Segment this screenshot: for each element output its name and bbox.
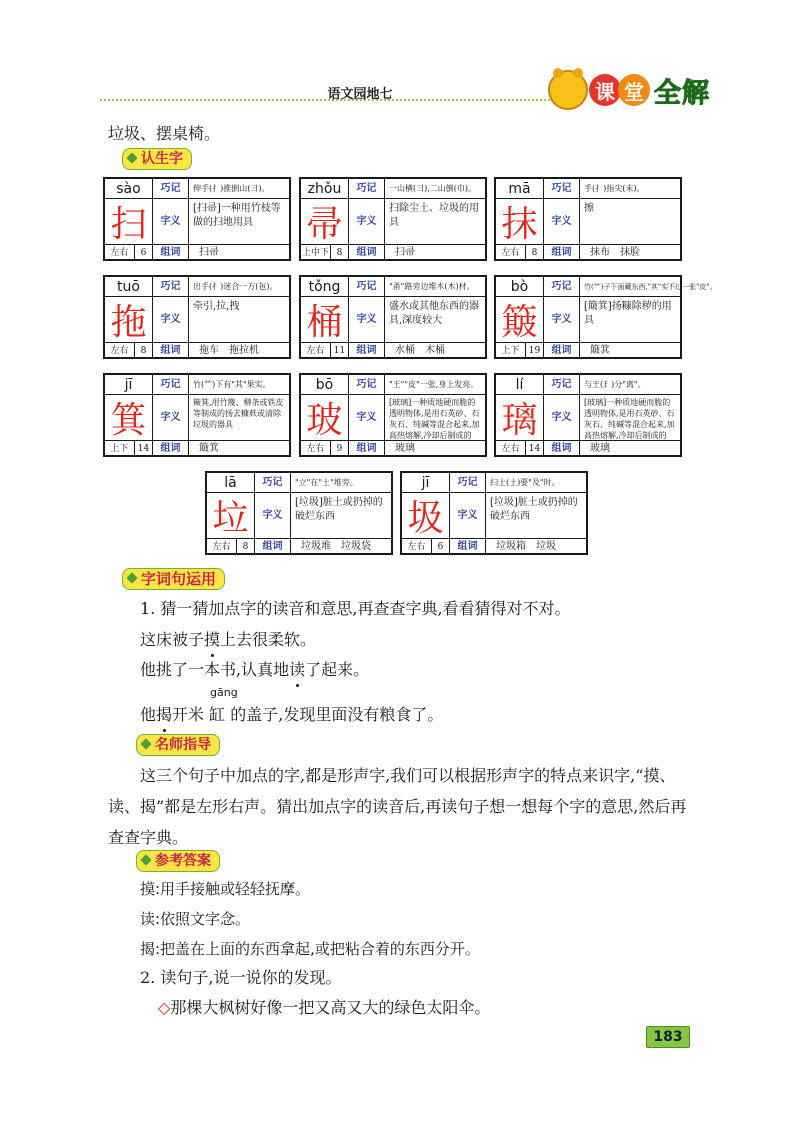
card-label-ziyi: 字义 — [153, 199, 189, 245]
question-1: 1. 猜一猜加点字的读音和意思,再查查字典,看看猜得对不对。 — [140, 599, 571, 618]
card-tip: 与王(⺩)分"离"。 — [580, 375, 680, 395]
card-pinyin: lā — [207, 473, 255, 493]
card-character: 簸 — [496, 297, 544, 343]
card-strokes: 8 — [526, 245, 544, 261]
card-structure: 左右 — [207, 539, 237, 555]
card-meaning: [玻璃]一种质地硬而脆的透明物体,是用石英砂、石灰石、纯碱等混合起来,加高热熔解,冷却后制成的 — [580, 395, 680, 441]
card-character: 垃 — [207, 493, 255, 539]
sentence-4-text: 那棵大枫树好像一把又高又大的绿色太阳伞。 — [170, 998, 491, 1017]
card-tip: 竹(⺮)下有"其"果实。 — [189, 375, 289, 395]
card-meaning: 簸箕,用竹篾、柳条或铁皮等制成的扬去糠麸或清除垃圾的器具 — [189, 395, 289, 441]
character-card-璃 — [494, 373, 682, 457]
dotted-char-jie: 揭 — [156, 700, 172, 730]
character-card-扫 — [103, 177, 291, 261]
sentence-4 — [158, 993, 700, 1023]
card-label-qiaoji: 巧记 — [544, 375, 580, 395]
card-label-zuci: 组词 — [153, 245, 189, 261]
section-tag-guide: 名师指导 — [136, 734, 220, 756]
card-label-qiaoji: 巧记 — [349, 179, 385, 199]
card-meaning: [垃圾]脏土或扔掉的破烂东西 — [291, 493, 391, 539]
character-card-玻 — [299, 373, 487, 457]
card-meaning: [玻璃]一种质地硬而脆的透明物体,是用石英砂、石灰石、纯碱等混合起来,加高热熔解,冷却后制成的 — [385, 395, 485, 441]
intro-text: 垃圾、摆桌椅。 — [108, 124, 221, 143]
card-label-qiaoji: 巧记 — [153, 179, 189, 199]
character-card-抹 — [494, 177, 682, 261]
section-tag-usage: 字词句运用 — [122, 568, 225, 590]
char-gang: 缸 — [209, 705, 226, 724]
card-pinyin: zhǒu — [301, 179, 349, 199]
card-structure: 上下 — [105, 441, 135, 457]
card-structure: 左右 — [496, 441, 526, 457]
card-meaning: 擦 — [580, 199, 680, 245]
card-label-ziyi: 字义 — [349, 395, 385, 441]
card-structure: 左右 — [301, 441, 331, 457]
card-label-qiaoji: 巧记 — [544, 179, 580, 199]
card-label-ziyi: 字义 — [544, 395, 580, 441]
card-structure: 左右 — [496, 245, 526, 261]
card-label-zuci: 组词 — [153, 441, 189, 457]
card-label-qiaoji: 巧记 — [450, 473, 486, 493]
card-meaning: 牵引,拉,拽 — [189, 297, 289, 343]
card-words: 簸箕 — [199, 443, 219, 454]
character-card-桶 — [299, 275, 487, 359]
card-label-zuci: 组词 — [544, 441, 580, 457]
card-tip: 出手(扌)迷合一方(㐌)。 — [189, 277, 289, 297]
card-pinyin: lí — [496, 375, 544, 395]
card-label-ziyi: 字义 — [544, 297, 580, 343]
card-structure: 左右 — [105, 343, 135, 359]
card-label-zuci: 组词 — [450, 539, 486, 555]
card-strokes: 11 — [331, 343, 349, 359]
card-tip: "王""皮"一张,身上发亮。 — [385, 375, 485, 395]
card-tip: 竹(⺮)子下面藏东西,"其"实不过一张"皮"。 — [580, 277, 680, 297]
brand-word: 全解 — [654, 77, 710, 109]
card-tip: "甬"路旁边堆木(木)材。 — [385, 277, 485, 297]
card-pinyin: bò — [496, 277, 544, 297]
card-character: 箕 — [105, 395, 153, 441]
sentence-1-after: 上去很柔软。 — [220, 630, 317, 649]
page-number: 183 — [646, 1026, 690, 1048]
card-strokes: 8 — [331, 245, 349, 261]
card-structure: 上中下 — [301, 245, 331, 261]
section-header-title: 语文园地七 — [327, 87, 393, 102]
card-label-qiaoji: 巧记 — [544, 277, 580, 297]
card-pinyin: sào — [105, 179, 153, 199]
card-strokes: 19 — [526, 343, 544, 359]
card-words: 垃圾堆 垃圾袋 — [301, 541, 371, 552]
card-meaning: [扫帚]一种用竹枝等做的扫地用具 — [189, 199, 289, 245]
card-strokes: 8 — [237, 539, 255, 555]
card-tip: 手(扌)指尖(末)。 — [580, 179, 680, 199]
card-strokes: 6 — [135, 245, 153, 261]
card-words: 玻璃 — [395, 443, 415, 454]
card-label-ziyi: 字义 — [255, 493, 291, 539]
sentence-2-before: 他挑了一本书,认真地 — [140, 660, 290, 679]
card-label-zuci: 组词 — [255, 539, 291, 555]
card-pinyin: jī — [105, 375, 153, 395]
character-card-拖 — [103, 275, 291, 359]
card-label-ziyi: 字义 — [544, 199, 580, 245]
brand-char-2: 堂 — [618, 74, 650, 106]
card-label-ziyi: 字义 — [153, 297, 189, 343]
card-character: 桶 — [301, 297, 349, 343]
card-label-ziyi: 字义 — [450, 493, 486, 539]
section-tag-recognize: 认生字 — [122, 148, 192, 170]
card-meaning: [簸箕]扬糠除秽的用具 — [580, 297, 680, 343]
card-strokes: 14 — [135, 441, 153, 457]
card-words: 抹布 抹脸 — [590, 247, 640, 258]
card-label-zuci: 组词 — [349, 245, 385, 261]
card-label-zuci: 组词 — [349, 343, 385, 359]
card-structure: 左右 — [301, 343, 331, 359]
card-tip: 一山横(彐),二山倒(巾)。 — [385, 179, 485, 199]
guide-text: 这三个句子中加点的字,都是形声字,我们可以根据形声字的特点来识字,“摸、读、揭”都是左形右声。猜出加点字的读音后,再读句子想一想每个字的意思,然后再查查字典。 — [108, 766, 687, 847]
card-pinyin: mā — [496, 179, 544, 199]
card-words: 簸箕 — [590, 345, 610, 356]
card-label-ziyi: 字义 — [153, 395, 189, 441]
card-words: 扫帚 — [395, 247, 415, 258]
card-label-ziyi: 字义 — [349, 297, 385, 343]
sentence-2-after: 了起来。 — [305, 660, 370, 679]
sentence-1-before: 这床被子 — [140, 630, 205, 649]
card-structure: 左右 — [402, 539, 432, 555]
dotted-char-mo: 摸 — [204, 625, 220, 655]
dotted-char-du: 读 — [289, 655, 305, 685]
sentence-1 — [140, 625, 700, 655]
card-pinyin: tuō — [105, 277, 153, 297]
card-pinyin: jī — [402, 473, 450, 493]
card-words: 玻璃 — [590, 443, 610, 454]
sentence-2 — [140, 655, 700, 685]
card-meaning: [垃圾]脏土或扔掉的破烂东西 — [486, 493, 586, 539]
card-tip: 扫土(土)要"及"时。 — [486, 473, 586, 493]
card-meaning: 扫除尘土、垃圾的用具 — [385, 199, 485, 245]
card-tip: "立"在"土"堆旁。 — [291, 473, 391, 493]
card-label-ziyi: 字义 — [349, 199, 385, 245]
character-card-垃 — [205, 471, 393, 555]
card-character: 拖 — [105, 297, 153, 343]
card-label-qiaoji: 巧记 — [349, 277, 385, 297]
card-character: 帚 — [301, 199, 349, 245]
card-label-qiaoji: 巧记 — [153, 375, 189, 395]
card-label-zuci: 组词 — [349, 441, 385, 457]
sentence-3-mid: 开米 — [172, 705, 210, 724]
answer-3: 揭:把盖在上面的东西拿起,或把粘合着的东西分开。 — [140, 940, 480, 958]
answer-2: 读:依照文字念。 — [140, 910, 251, 928]
card-words: 垃圾箱 垃圾 — [496, 541, 556, 552]
card-label-zuci: 组词 — [544, 245, 580, 261]
card-strokes: 6 — [432, 539, 450, 555]
card-label-qiaoji: 巧记 — [153, 277, 189, 297]
card-label-zuci: 组词 — [153, 343, 189, 359]
card-character: 圾 — [402, 493, 450, 539]
card-words: 水桶 木桶 — [395, 345, 445, 356]
answer-1: 摸:用手接触或轻轻抚摩。 — [140, 880, 311, 898]
sentence-3 — [140, 700, 700, 730]
card-structure: 上下 — [496, 343, 526, 359]
card-character: 抹 — [496, 199, 544, 245]
card-pinyin: tǒng — [301, 277, 349, 297]
card-label-qiaoji: 巧记 — [255, 473, 291, 493]
question-2: 2. 读句子,说一说你的发现。 — [140, 968, 342, 987]
sentence-3-after: 的盖子,发现里面没有粮食了。 — [225, 705, 444, 724]
card-strokes: 14 — [526, 441, 544, 457]
card-character: 扫 — [105, 199, 153, 245]
sentence-3-before: 他 — [140, 705, 157, 724]
character-card-箕 — [103, 373, 291, 457]
character-card-圾 — [400, 471, 588, 555]
card-words: 拖车 拖拉机 — [199, 345, 259, 356]
section-tag-answer: 参考答案 — [136, 850, 220, 872]
card-words: 扫帚 — [199, 247, 219, 258]
card-pinyin: bō — [301, 375, 349, 395]
card-structure: 左右 — [105, 245, 135, 261]
card-character: 玻 — [301, 395, 349, 441]
diamond-bullet-icon: ◇ — [158, 998, 171, 1017]
card-strokes: 8 — [135, 343, 153, 359]
bear-mascot-icon — [548, 70, 588, 110]
card-tip: 伸手(扌)推倒山(彐)。 — [189, 179, 289, 199]
card-meaning: 盛水或其他东西的器具,深度较大 — [385, 297, 485, 343]
character-card-簸 — [494, 275, 717, 359]
card-character: 璃 — [496, 395, 544, 441]
card-label-qiaoji: 巧记 — [349, 375, 385, 395]
pinyin-gang: gāng — [210, 686, 238, 699]
brand-logo — [548, 70, 710, 110]
card-strokes: 9 — [331, 441, 349, 457]
brand-char-1: 课 — [589, 74, 621, 106]
character-card-帚 — [299, 177, 487, 261]
card-label-zuci: 组词 — [544, 343, 580, 359]
